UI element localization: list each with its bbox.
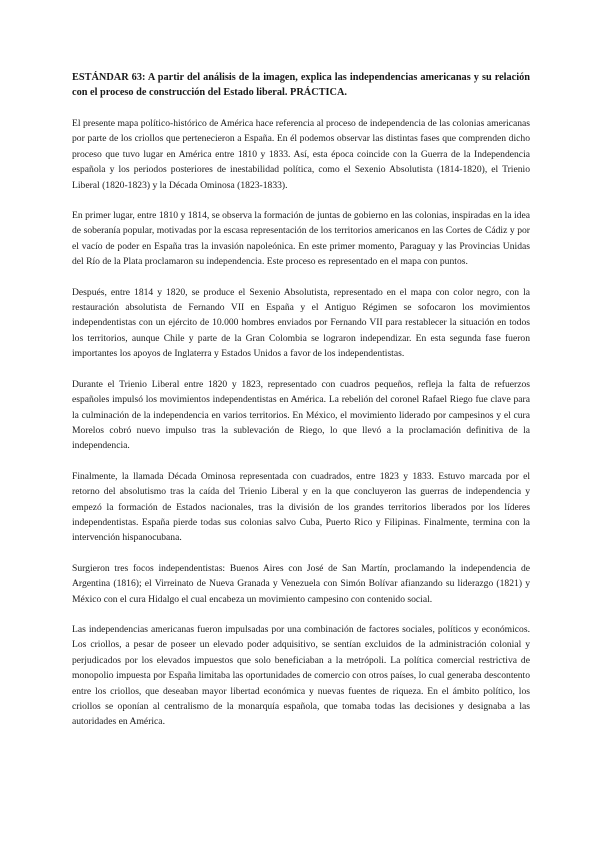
paragraph-intro: El presente mapa político-histórico de América hace referencia al proceso de independencia de las colonias americanas por parte de los criollos que pertenecieron a España. En él podemos observar las distintas fases que comprenden dicho proceso que tuvo lugar en América entre 1810 y 1833. Así, esta época coincide con la Guerra de la Independencia española y los periodos posteriores de inestabilidad política, como el Sexenio Absolutista (1814-1820), el Trienio Liberal (1820-1823) y la Década Ominosa (1823-1833). xyxy=(72,118,530,191)
paragraph-first-phase: En primer lugar, entre 1810 y 1814, se observa la formación de juntas de gobierno en las colonias, inspiradas en la idea de soberanía popular, motivadas por la escasa representación de los territorios americanos en las Cortes de Cádiz y por el vacío de poder en España tras la invasión napoleónica. En este primer momento, Paraguay y las Provincias Unidas del Río de la Plata proclamaron su independencia. Este proceso es representado en el mapa con puntos. xyxy=(72,210,530,268)
document-title: ESTÁNDAR 63: A partir del análisis de la imagen, explica las independencias americanas y su relación con el proceso de construcción del Estado liberal. PRÁCTICA. xyxy=(72,72,530,98)
paragraph-second-phase: Después, entre 1814 y 1820, se produce el Sexenio Absolutista, representado en el mapa con color negro, con la restauración absolutista de Fernando VII en España y el Antiguo Régimen se sofocaron los movimientos independentistas con un ejército de 10.000 hombres enviados por Fernando VII para restablecer la situación en todos los territorios, aunque Chile y parte de la Gran Colombia se lograron independizar. En esta segunda fase fueron importantes los apoyos de Inglaterra y Estados Unidos a favor de los independentistas. xyxy=(72,286,530,360)
document-page xyxy=(72,70,530,840)
paragraph-third-phase: Durante el Trienio Liberal entre 1820 y 1823, representado con cuadros pequeños, refleja la falta de refuerzos españoles impulsó los movimientos independentistas en América. La rebelión del coronel Rafael Riego fue clave para la culminación de la independencia en varios territorios. En México, el movimiento liderado por campesinos y el cura Morelos cobró nuevo impulso tras la sublevación de Riego, lo que llevó a la proclamación definitiva de la independencia. xyxy=(72,378,530,452)
paragraph-fourth-phase: Finalmente, la llamada Década Ominosa representada con cuadrados, entre 1823 y 1833. Estuvo marcada por el retorno del absolutismo tras la caída del Trienio Liberal y en la que concluyeron las guerras de independencia y empezó la formación de Estados nacionales, tras la división de los grandes territorios liberados por los líderes independentistas. España pierde todas sus colonias salvo Cuba, Puerto Rico y Filipinas. Finalmente, termina con la intervención hispanocubana. xyxy=(72,470,530,544)
paragraph-independence-foci: Surgieron tres focos independentistas: Buenos Aires con José de San Martín, proclamando la independencia de Argentina (1816); el Virreinato de Nueva Granada y Venezuela con Simón Bolívar afianzando su liderazgo (1821) y México con el cura Hidalgo el cual encabeza un movimiento campesino con contenido social. xyxy=(72,562,530,605)
paragraph-causes: Las independencias americanas fueron impulsadas por una combinación de factores sociales, políticos y económicos. Los criollos, a pesar de poseer un elevado poder adquisitivo, se sentían excluidos de la administración colonial y perjudicados por los elevados impuestos que solo beneficiaban a la metrópoli. La política comercial restrictiva de monopolio impuesta por España limitaba las oportunidades de comercio con otros países, lo cual generaba descontento entre los criollos, que deseaban mayor libertad económica y nuevas fuentes de riqueza. En el ámbito político, los criollos se oponían al centralismo de la monarquía española, que tomaba todas las decisiones y designaba a las autoridades en América. xyxy=(72,623,530,728)
